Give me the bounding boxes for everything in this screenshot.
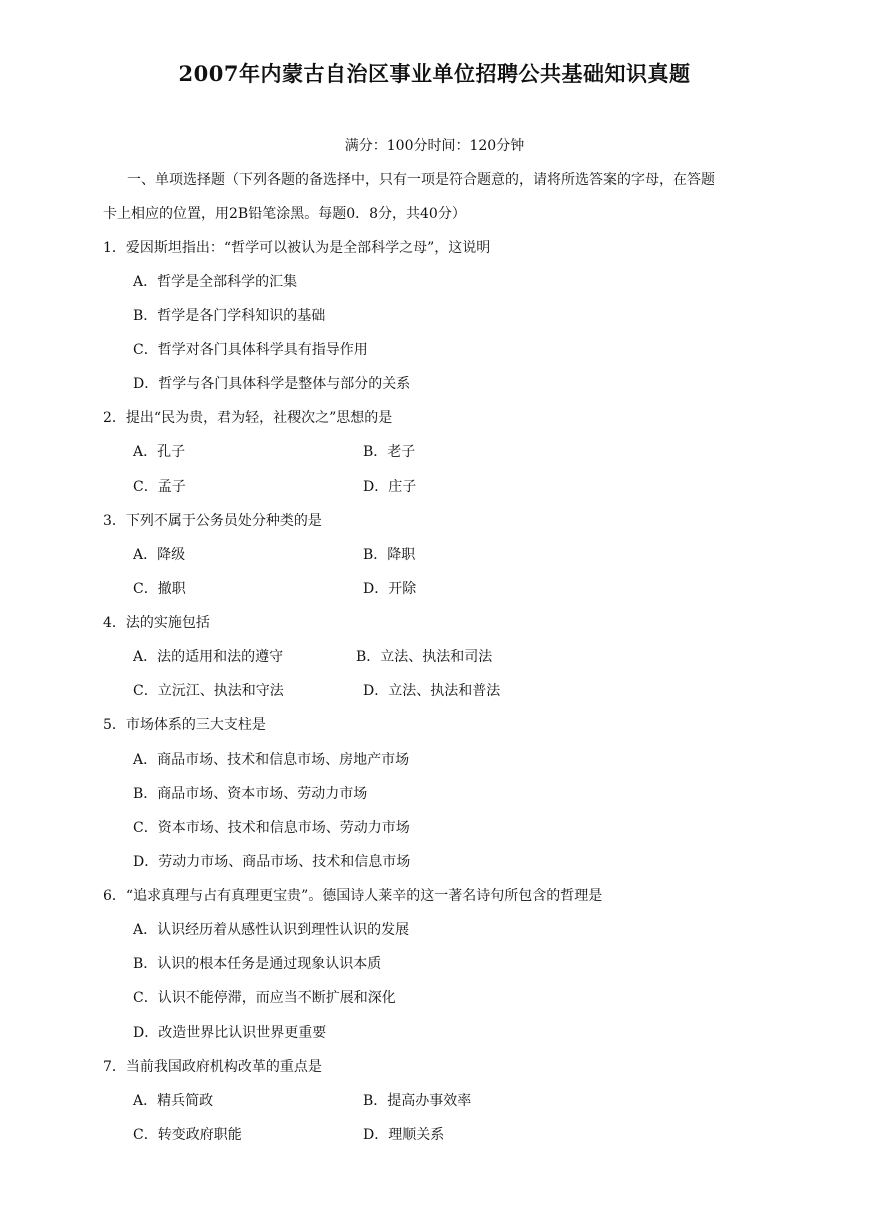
question-5-stem: 5．市场体系的三大支柱是 [103, 717, 266, 733]
question-7-option-c: C．转变政府职能 [133, 1127, 242, 1143]
question-1-option-b: B．哲学是各门学科知识的基础 [133, 308, 326, 324]
question-5-option-a: A．商品市场、技术和信息市场、房地产市场 [133, 752, 410, 768]
question-5-option-c: C．资本市场、技术和信息市场、劳动力市场 [133, 820, 410, 836]
exam-meta: 满分：100分时间：120分钟 [344, 138, 525, 154]
question-2-option-c: C．孟子 [133, 479, 186, 495]
question-1-option-a: A．哲学是全部科学的汇集 [133, 274, 298, 290]
question-7-stem: 7．当前我国政府机构改革的重点是 [103, 1059, 322, 1075]
question-3-stem: 3．下列不属于公务员处分种类的是 [103, 513, 322, 529]
question-6-option-c: C．认识不能停滞，而应当不断扩展和深化 [133, 990, 396, 1006]
question-7-option-b: B．提高办事效率 [363, 1093, 472, 1109]
question-1-stem: 1．爱因斯坦指出：“哲学可以被认为是全部科学之母”，这说明 [103, 240, 491, 256]
question-2-stem: 2．提出“民为贵，君为轻，社稷次之”思想的是 [103, 410, 393, 426]
question-3-option-c: C．撤职 [133, 581, 186, 597]
section-instructions-line-1: 一、单项选择题（下列各题的备选择中，只有一项是符合题意的，请将所选答案的字母，在答题 [127, 172, 715, 188]
document-title: 2007年内蒙古自治区事业单位招聘公共基础知识真题 [178, 61, 691, 86]
question-3-option-d: D．开除 [363, 581, 417, 597]
question-7-option-d: D．理顺关系 [363, 1127, 445, 1143]
question-5-option-d: D．劳动力市场、商品市场、技术和信息市场 [133, 854, 411, 870]
section-instructions-line-2: 卡上相应的位置，用2B铅笔涂黑。每题0．8分，共40分） [103, 206, 466, 222]
question-1-option-d: D．哲学与各门具体科学是整体与部分的关系 [133, 376, 411, 392]
question-3-option-a: A．降级 [133, 547, 186, 563]
question-6-option-a: A．认识经历着从感性认识到理性认识的发展 [133, 922, 410, 938]
question-6-option-d: D．改造世界比认识世界更重要 [133, 1025, 327, 1041]
question-4-option-b: B．立法、执法和司法 [356, 649, 493, 665]
question-4-option-a: A．法的适用和法的遵守 [133, 649, 284, 665]
question-2-option-b: B．老子 [363, 444, 416, 460]
question-4-stem: 4．法的实施包括 [103, 615, 210, 631]
question-4-option-c: C．立沅江、执法和守法 [133, 683, 284, 699]
question-5-option-b: B．商品市场、资本市场、劳动力市场 [133, 786, 368, 802]
question-6-option-b: B．认识的根本任务是通过现象认识本质 [133, 956, 382, 972]
question-2-option-d: D．庄子 [363, 479, 417, 495]
question-7-option-a: A．精兵简政 [133, 1093, 214, 1109]
question-6-stem: 6．“追求真理与占有真理更宝贵”。德国诗人莱辛的这一著名诗句所包含的哲理是 [103, 888, 603, 904]
question-3-option-b: B．降职 [363, 547, 416, 563]
question-1-option-c: C．哲学对各门具体科学具有指导作用 [133, 342, 368, 358]
question-4-option-d: D．立法、执法和普法 [363, 683, 501, 699]
question-2-option-a: A．孔子 [133, 444, 186, 460]
